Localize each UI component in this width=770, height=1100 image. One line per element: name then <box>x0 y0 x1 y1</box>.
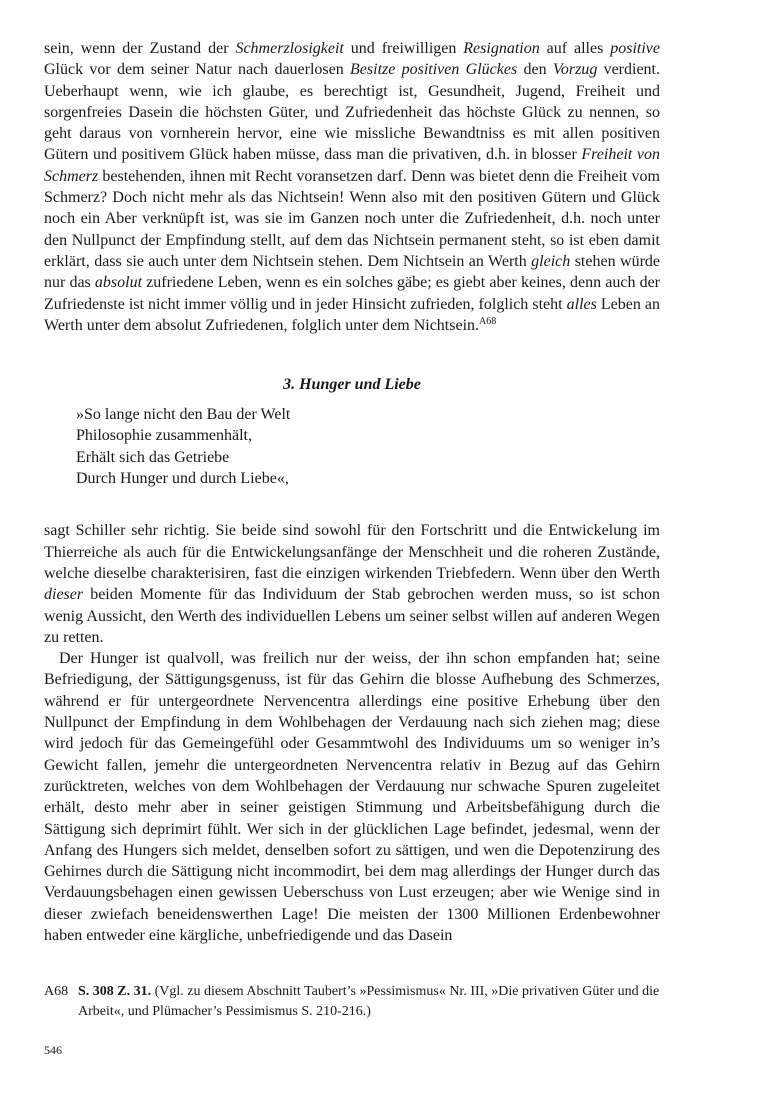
italic-run: Schmerzlosigkeit <box>235 40 344 57</box>
text-run: sein, wenn der Zustand der <box>44 40 236 57</box>
text-run: stehen würde nur das <box>44 252 661 292</box>
page-body <box>44 38 660 946</box>
note-reference[interactable]: A68 <box>479 315 497 327</box>
page-number: 546 <box>44 1043 62 1057</box>
paragraph-2 <box>44 520 660 648</box>
text-run: Glück vor dem seiner Natur nach dauerlosen <box>44 61 351 79</box>
text-run: bestehenden, ihnen mit Recht voransetzen darf. Denn was bietet denn die Freiheit vom Schmerz? Doch nicht mehr als das Nichtsein! Wenn also mit den positiven Gütern und Glück noch ein Aber verknüpft ist, was sie im Ganzen noch unter die Zufriedenheit, d.h. noch unter den Nullpunct der Empfindung stellt, auf dem das Nichtsein permanent steht, so ist eben damit erklärt, dass sie auch unter dem Nichtsein stehen. Dem Nichtsein an Werth <box>44 167 660 270</box>
italic-run: positive <box>610 40 660 57</box>
italic-run: Vorzug <box>552 61 598 79</box>
text-run: auf alles <box>539 40 611 57</box>
italic-run: Besitze positiven Glückes <box>350 61 518 79</box>
text-run: den <box>517 61 553 79</box>
verse-line: Erhält sich das Getriebe <box>76 448 230 466</box>
footnote <box>44 982 664 1022</box>
verse-quote <box>76 404 660 489</box>
section-title: 3. Hunger und Liebe <box>283 376 421 394</box>
text-run: beiden Momente für das Individuum der Stab gebrochen werden muss, so ist schon wenig Aussicht, den Werth des individuellen Lebens um seiner selbst willen auf anderen Wegen zu retten. <box>44 586 660 646</box>
italic-run: alles <box>566 295 597 313</box>
text-run: und freiwilligen <box>343 40 464 57</box>
italic-run: Freiheit von Schmerz <box>44 146 660 185</box>
verse-line: Durch Hunger und durch Liebe«, <box>76 470 289 488</box>
paragraph-1 <box>44 38 660 336</box>
text-run: zufriedene Leben, wenn es ein solches gäbe; es giebt aber keines, denn auch der Zufriedenste ist nicht immer völlig und in jeder Hinsicht zufrieden, folglich steht <box>44 274 660 313</box>
footnote-text: (Vgl. zu diesem Abschnitt Taubert’s »Pessimismus« Nr. III, »Die privativen Güter und die Arbeit«, und Plümacher’s Pessimismus S. 210-216.) <box>78 984 660 1019</box>
italic-run: Resignation <box>463 40 540 57</box>
italic-run: absolut <box>94 274 143 292</box>
italic-run: dieser <box>44 586 84 604</box>
text-run: sagt Schiller sehr richtig. Sie beide sind sowohl für den Fortschritt und die Entwickelung im Thierreiche als auch für die Entwickelungsanfänge der Menschheit und die roheren Zustände, welche dieselbe charakterisiren, fast die einzigen wirkenden Triebfedern. Wenn über den Werth <box>44 522 660 582</box>
text-run: verdient. Ueberhaupt wenn, wie ich glaube, es berechtigt ist, Gesundheit, Jugend, Freiheit und sorgenfreies Dasein die höchsten Güter, und Zufriedenheit das höchste Glück zu nennen, so geht daraus von vornherein hervor, eine wie missliche Bewandtniss es mit allen positiven Gütern und positivem Glück haben müsse, dass man die privativen, d.h. in blosser <box>44 61 661 164</box>
footnote-marker: A68 <box>44 984 69 999</box>
verse-line: Philosophie zusammenhält, <box>76 427 252 445</box>
verse-line: »So lange nicht den Bau der Welt <box>76 406 291 424</box>
paragraph-3: Der Hunger ist qualvoll, was freilich nur der weiss, der ihn schon empfanden hat; seine Befriedigung, der Sättigungsgenuss, ist für das Gehirn die blosse Aufhebung des Schmerzes, während er für untergeordnete Nervencentra allerdings eine positive Erhebung über den Nullpunct der Empfindung in dem Wohlbehagen der Verdauung nach sich ziehen mag; diese wird jedoch für das Gemeingefühl oder Gesammtwohl des Individuums um so weniger in’s Gewicht fallen, jemehr die untergeordneten Nervencentra relativ in Bezug auf das Gehirn zurücktreten, welches von dem Wohlbehagen der Verdauung nur schwache Spuren zugeleitet erhält, desto mehr aber in seiner geistigen Stimmung und Arbeitsbefähigung durch die Sättigung sich deprimirt fühlt. Wer sich in der glücklichen Lage befindet, jedesmal, wenn der Anfang des Hungers sich meldet, denselben sofort zu sättigen, und wen die Depotenzirung des Gehirnes durch die Sättigung nicht incommodirt, bei dem mag allerdings der Hunger durch das Verdauungsbehagen einen gewissen Ueberschuss von Lust erzeugen; aber wie Wenige sind in dieser zwiefach beneidenswerthen Lage! Die meisten der 1300 Millionen Erdenbewohner haben entweder eine kärgliche, unbefriedigende und das Dasein <box>44 650 660 944</box>
footnote-ref: S. 308 Z. 31. <box>78 984 152 999</box>
footnote-body <box>78 982 664 1022</box>
text-run: Leben an Werth unter dem absolut Zufriedenen, folglich unter dem Nichtsein. <box>44 295 661 334</box>
italic-run: gleich <box>531 252 571 270</box>
